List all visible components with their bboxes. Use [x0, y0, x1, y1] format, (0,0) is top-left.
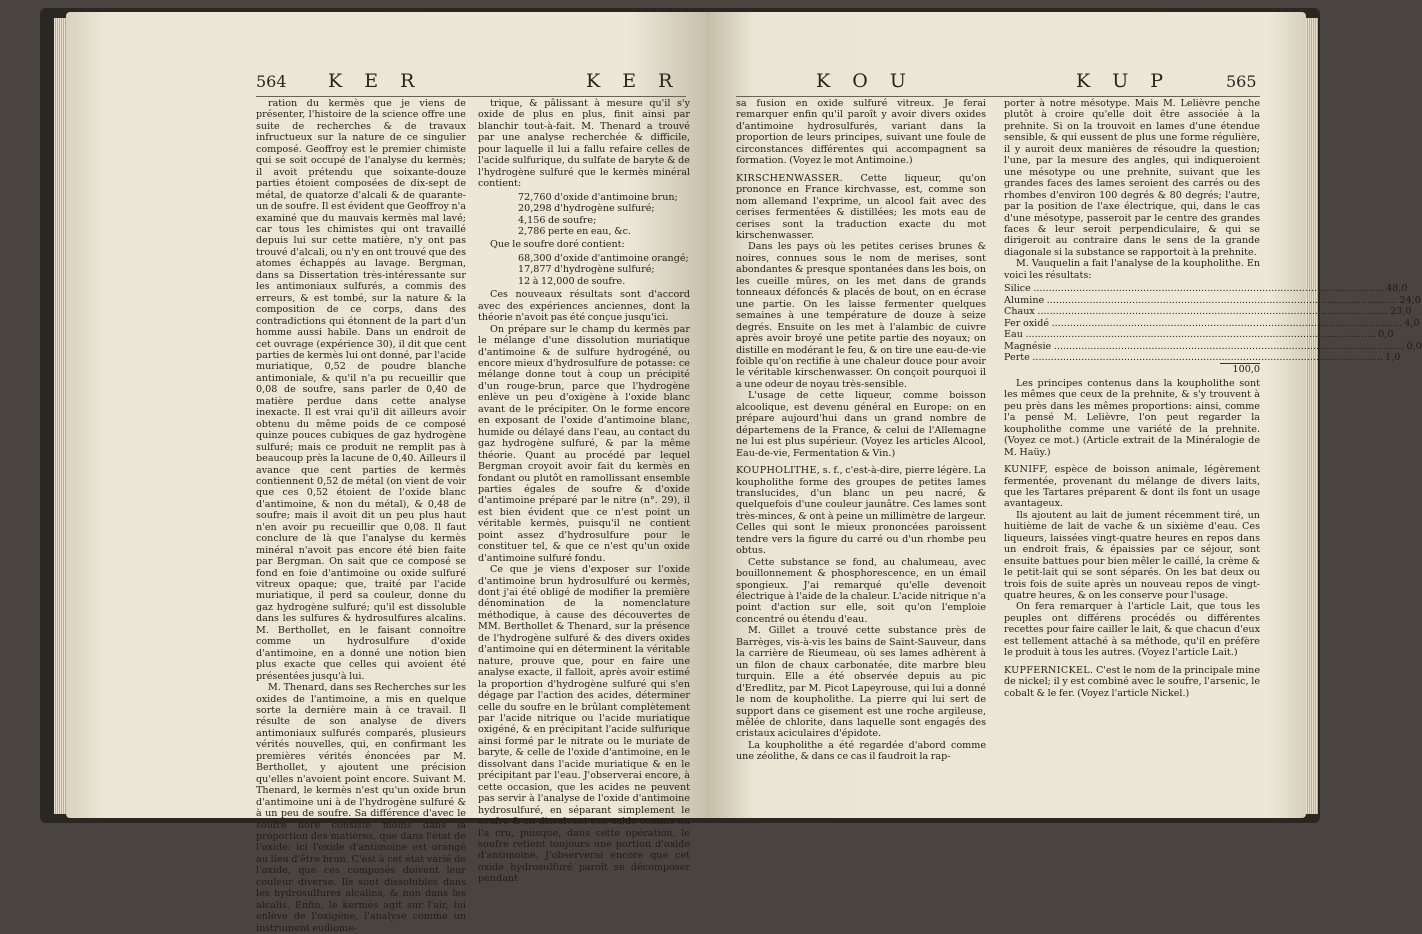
analysis-value: 0,0 [1378, 329, 1394, 341]
entry-kirschenwasser [736, 173, 986, 242]
column-4 [1004, 98, 1422, 798]
paragraph: Ces nouveaux résultats sont d'accord avec des expériences anciennes, dont la théorie n'avoit pas été conçue jusqu'ici. [478, 289, 690, 324]
entry-text: Cette liqueur, qu'on prononce en France kirchvasse, est, comme son nom allemand l'exprime, un alcool fait avec des cerises fermentées & distillées; les mots eau de cerises sont la traduction exacte du mot kirschenwasser. [736, 172, 986, 241]
column-2 [478, 98, 690, 885]
analysis-label: Eau ..... [1004, 329, 1376, 340]
paragraph: La koupholithe a été regardée d'abord comme une zéolithe, & dans ce cas il faudroit la rap- [736, 739, 986, 763]
analysis-soufre-dore [478, 253, 690, 287]
paragraph: Cette substance se fond, au chalumeau, avec bouillonnement & phosphorescence, en un émail spongieux. J'ai remarqué qu'elle devenoit électrique à l'aide de la chaleur. L'acide nitrique n'a point d'action sur elle, soit qu'on l'emploie concentré ou étendu d'eau. [736, 556, 986, 625]
column-1 [256, 98, 466, 934]
analysis-line: 4,156 de soufre; [518, 214, 597, 226]
column-3 [736, 98, 986, 798]
paragraph: Dans les pays où les petites cerises brunes & noires, connues sous le nom de merises, sont abondantes & presque spontanées dans les bois, on les cueille mûres, on les met dans de grands tonneaux défoncés & placés de bout, on en écrase une partie. On les laisse fermenter quelques semaines à une température de douze à seize degrés. Ensuite on les met à l'alambic de cuivre après avoir broyé une petite partie des noyaux; on distille en modérant le feu, & on tire une eau-de-vie foible qu'on rectifie à une chaleur douce pour avoir le véritable kirschenwasser. On conçoit pourquoi il a une odeur de noyau très-sensible. [736, 241, 986, 390]
paragraph: M. Gillet a trouvé cette substance près de Barrèges, vis-à-vis les bains de Saint-Sauveur, dans la carrière de Rieumeau, où ses lames adhèrent à un filon de chaux carbonatée, dite marbre bleu turquin. Elle a été observée depuis au pic d'Eredlitz, par M. Picot Lapeyrouse, qui lui a donné le nom de koupholithe. La pierre qui lui sert de support dans ce gisement est une roche argileuse, mêlée de chlorite, dans laquelle sont engagés des cristaux aciculaires d'épidote. [736, 625, 986, 740]
paragraph: sa fusion en oxide sulfuré vitreux. Je ferai remarquer enfin qu'il paroît y avoir divers oxides d'antimoine hydrosulfurés, variant dans la proportion de leurs principes, suivant une foule de circonstances différentes qui accompagnent sa formation. (Voyez le mot Antimoine.) [736, 98, 986, 167]
paragraph: Ils ajoutent au lait de jument récemment tiré, un huitième de lait de vache & un sixième d'eau. Ces liqueurs, laissées vingt-quatre heures en repos dans un endroit frais, & épaissies par ce séjour, sont ensuite battues pour bien mêler le caillé, la crème & le petit-lait qui se sont séparés. On les bat deux ou trois fois de suite après un nouveau repos de vingt-quatre heures, & on les conserve pour l'usage. [1004, 509, 1260, 602]
header-rule [736, 96, 1260, 97]
analysis-label: Perte ..... [1004, 352, 1383, 363]
paragraph: On prépare sur le champ du kermès par le mélange d'une dissolution muriatique d'antimoine & de sulfure hydrogéné, ou encore mieux d'hydrosulfure de potasse: ce mélange donne tout à coup un précipité d'un rouge-brun, parce que l'hydrogène enlève un peu d'oxigène à l'oxide blanc avant de le précipiter. On le forme encore en exposant de l'oxide d'antimoine blanc, humide ou délayé dans l'eau, au contact du gaz hydrogène sulfuré, & par la même théorie. Quant au procédé par lequel Bergman croyoit avoir fait du kermès en fondant ou plutôt en ramollissant ensemble parties égales de soufre & d'oxide d'antimoine préparé par le nitre (n°. 29), il est bien évident que ce n'est point un véritable kermès, puisqu'il ne contient point assez d'hydrosulfure pour le constituer tel, & que ce n'est qu'un oxide d'antimoine sulfuré fondu. [478, 323, 690, 564]
analysis-line: 20,298 d'hydrogène sulfuré; [518, 203, 655, 215]
analysis-value: 23,0 [1390, 306, 1412, 318]
paragraph: M. Thenard, dans ses Recherches sur les oxides de l'antimoine, a mis en quelque sorte la dernière main à ce travail. Il résulte de son analyse de divers antimoniaux sulfurés comparés, plusieurs vérités nouvelles, qui, en confirmant les premières vérités énoncées par M. Berthollet, y ajoutent une précision qu'elles n'avoient point encore. Suivant M. Thenard, le kermès n'est qu'un oxide brun d'antimoine uni à de l'hydrogène sulfuré & à un peu de soufre. Sa différence d'avec le soufre doré consiste moins dans la proportion des matières, que dans l'état de l'oxide: ici l'oxide d'antimoine est orangé au lieu d'être brun. C'est à cet état varié de l'oxide, que ces composés doivent leur couleur diverse. Ils sont dissolubles dans les hydrosulfures alcalins, & non dans les alcalis. Enfin, le kermès agit sur l'air, lui enlève de l'oxigène, l'analyse comme un instrument eudiome- [256, 682, 466, 934]
paragraph: ration du kermès que je viens de présenter, l'histoire de la science offre une suite de recherches & de travaux infructueux sur la nature de ce singulier composé. Geoffroy est le premier chimiste qui se soit occupé de l'analyse du kermès; il avoit prétendu que soixante-douze parties étoient composées de dix-sept de métal, de quatorze d'alcali & de quarante-un de soufre. Il est évident que Geoffroy n'a examiné que du mauvais kermès mal lavé; car tous les chimistes qui ont travaillé depuis lui sur cette matière, n'y ont pas trouvé d'alcali, ou n'y en ont trouvé que des atomes échappés au lavage. Bergman, dans sa Dissertation très-intéressante sur les antimoniaux sulfurés, a commis des erreurs, & est tombé, sur la nature & la composition de ce corps, dans des contradictions qui étonnent de la part d'un homme aussi habile. Dans un endroit de cet ouvrage (expérience 30), il dit que cent parties de kermès lui ont donné, par l'acide muriatique, 0,52 de poudre blanche antimoniale, & qu'il n'a pu recueillir que 0,08 de soufre, sans parler de 0,40 de matière perdue dans cette analyse inexacte. Il est vrai qu'il dit ailleurs avoir obtenu du même poids de ce composé quinze pouces cubiques de gaz hydrogène sulfuré; mais ce produit ne remplit pas à beaucoup près la lacune de 0,40. Ailleurs il avance que cent parties de kermès contiennent 0,52 de métal (on vient de voir que ces 0,52 étoient de l'oxide blanc d'antimoine, & non du métal), & 0,48 de soufre; mais il avoit dit un peu plus haut n'en avoir pu recueillir que 0,08. Il faut conclure de là que l'analyse du kermès minéral n'avoit pas encore été bien faite par Bergman. On sait que ce composé se fond en foie d'antimoine ou oxide sulfuré vitreux opaque; que, traité par l'acide muriatique, il perd sa couleur, donne du gaz hydrogène sulfuré; qu'il est dissoluble dans les sulfures & hydrosulfures alcalins. M. Berthollet, en le faisant connoître comme un hydrosulfure d'oxide d'antimoine, en a donné une notion bien plus exacte que celles qui avoient été présentées jusqu'à lui. [256, 98, 466, 682]
analysis-label: Chaux ..... [1004, 306, 1388, 317]
analysis-value: 24,0 [1399, 294, 1421, 306]
right-page [706, 12, 1422, 818]
analysis-row [1004, 317, 1420, 329]
analysis-label: Magnésie ..... [1004, 341, 1404, 352]
entry-title: KOUPHOLITHE, [736, 465, 821, 477]
analysis-row [1004, 283, 1408, 295]
entry-kupfernickel [1004, 665, 1260, 699]
analysis-kermes [478, 192, 690, 238]
entry-title: KUNIFF, [1004, 464, 1049, 476]
analysis-row [1004, 340, 1422, 352]
analysis-row [1004, 329, 1394, 341]
paragraph: On fera remarquer à l'article Lait, que tous les peuples ont différens procédés ou différentes recettes pour faire cailler le lait, & que chacun d'eux est tellement attaché à sa méthode, qu'il en préfère le produit à tous les autres. (Voyez l'article Lait.) [1004, 601, 1260, 659]
left-headword-2: K E R [586, 70, 681, 92]
analysis-line: 12 à 12,000 de soufre. [518, 275, 626, 287]
analysis-line: 72,760 d'oxide d'antimoine brun; [518, 191, 678, 203]
right-headword-2: K U P [1076, 70, 1172, 92]
analysis-line: 2,786 perte en eau, &c. [518, 225, 632, 237]
paragraph: trique, & pâlissant à mesure qu'il s'y oxide de plus en plus, finit ainsi par blanchir tout-à-fait. M. Thenard a trouvé par une analyse recherchée & difficile, pour laquelle il lui a fallu refaire celles de l'acide sulfurique, du sulfate de baryte & de l'hydrogène sulfuré que le kermès minéral contient: [478, 98, 690, 190]
analysis-row [1004, 306, 1412, 318]
analysis-value: 48,0 [1386, 283, 1408, 295]
entry-text: espèce de boisson animale, légèrement fermentée, provenant du mélange de divers laits, que les Tartares préparent & dont ils font un usage avantageux. [1004, 464, 1260, 510]
analysis-line: 17,877 d'hydrogène sulfuré; [518, 264, 655, 276]
entry-text: C'est le nom de la principale mine de nickel; il y est combiné avec le soufre, l'arsenic, le cobalt & le fer. (Voyez l'article Nickel.) [1004, 664, 1260, 699]
entry-koupholithe [736, 465, 986, 557]
analysis-row [1004, 351, 1401, 363]
analysis-label: Fer oxidé ..... [1004, 318, 1402, 329]
right-headword-1: K O U [816, 70, 914, 92]
right-page-number: 565 [1226, 72, 1257, 91]
analysis-line: 68,300 d'oxide d'antimoine orangé; [518, 252, 689, 264]
paragraph: porter à notre mésotype. Mais M. Lelièvre penche plutôt à croire qu'elle doit être associée à la prehnite. Si on la trouvoit en lames d'une étendue sensible, & qui eussent de plus une forme régulière, il y auroit deux manières de résoudre la question; l'une, par la mesure des angles, qui indiqueroient une mésotype ou une prehnite, suivant que les grandes faces des lames seroient des carrés ou des rhombes d'environ 100 degrés & 80 degrés; l'autre, par la position de l'axe électrique, qui, dans le cas d'une mésotype, passeroit par le centre des grandes faces & leur seroit perpendiculaire, & qui se dirigeroit au contraire dans le sens de la grande diagonale si la substance se rapportoit à la prehnite. [1004, 98, 1260, 258]
analysis-label: Silice ..... [1004, 283, 1384, 294]
analysis-label: Alumine ..... [1004, 295, 1397, 306]
paragraph: M. Vauquelin a fait l'analyse de la koupholithe. En voici les résultats: [1004, 258, 1260, 281]
paragraph: Les principes contenus dans la koupholithe sont les mêmes que ceux de la prehnite, & s'y trouvent à peu près dans les mêmes proportions: ainsi, comme l'a pensé M. Lelièvre, l'on peut regarder la koupholithe comme une variété de la prehnite. (Voyez ce mot.) (Article extrait de la Minéralogie de M. Haüy.) [1004, 377, 1260, 458]
analysis-koupholithe [1004, 283, 1422, 376]
analysis-value: 1,0 [1385, 351, 1401, 363]
analysis-value: 0,0 [1406, 340, 1422, 352]
paragraph: Que le soufre doré contient: [490, 239, 625, 251]
paragraph: L'usage de cette liqueur, comme boisson alcoolique, est devenu général en Europe: on en prépare aujourd'hui dans un grand nombre de départemens de la France, & celui de l'Allemagne ne lui est plus supérieur. (Voyez les articles Alcool, Eau-de-vie, Fermentation & Vin.) [736, 390, 986, 459]
left-headword-1: K E R [328, 70, 423, 92]
left-page-number: 564 [256, 72, 287, 91]
entry-title: KIRSCHENWASSER. [736, 172, 843, 184]
entry-title: KUPFERNICKEL. [1004, 664, 1094, 676]
paragraph: Ce que je viens d'exposer sur l'oxide d'antimoine brun hydrosulfuré ou kermès, dont j'ai été obligé de modifier la première dénomination de la nomenclature méthodique, à cause des découvertes de MM. Berthollet & Thenard, sur la présence de l'hydrogène sulfuré & des divers oxides d'antimoine qui en déterminent la véritable nature, prouve que, pour en faire une analyse exacte, il falloit, après avoir estimé la proportion d'hydrogène sulfuré qui s'en dégage par l'action des acides, déterminer celle du soufre en le brûlant complètement par l'acide nitrique ou l'acide muriatique oxigéné, & en précipitant l'acide sulfurique ainsi formé par le nitrate ou le muriate de baryte, & celle de l'oxide d'antimoine, en le dissolvant dans l'acide muriatique & en le précipitant par l'eau. J'observerai encore, à cette occasion, que les acides ne peuvent pas servir à l'analyse de l'oxide d'antimoine hydrosulfuré, en séparant simplement le soufre & en dissolvant son oxide comme on l'a cru, puisque, dans cette opération, le soufre retient toujours une portion d'oxide d'antimoine. J'observerai encore que cet oxide hydrosulfuré paroît se décomposer pendant [478, 564, 690, 885]
page-edges-right [1304, 18, 1318, 814]
left-page [66, 12, 706, 934]
analysis-value: 4,0 [1404, 317, 1420, 329]
entry-text: s. f., c'est-à-dire, pierre légère. La koupholithe forme des groupes de petites lames translucides, d'un blanc un peu nacré, & quelquefois d'une couleur jaunâtre. Ces lames sont très-minces, & ont à peine un millimètre de largeur. Celles qui sont le mieux prononcées paroissent tendre vers la figure du carré ou d'un rhombe peu obtus. [736, 465, 986, 557]
analysis-row [1004, 294, 1421, 306]
analysis-total: 100,0 [1220, 363, 1260, 375]
open-book [40, 8, 1422, 934]
header-rule [256, 96, 686, 97]
entry-kuniff [1004, 464, 1260, 510]
